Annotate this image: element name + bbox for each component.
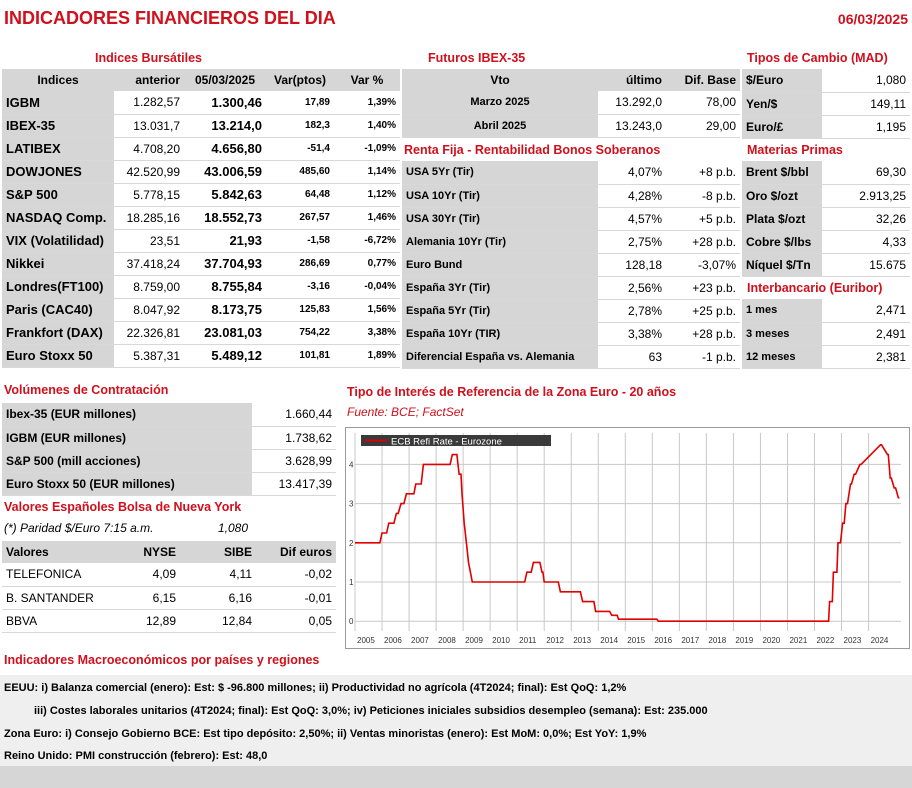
renta-fija-row bbox=[402, 322, 740, 345]
volume-value: 3.628,99 bbox=[252, 449, 336, 472]
ny-sibe: 12,84 bbox=[180, 609, 256, 632]
materias-primas-row bbox=[742, 230, 910, 253]
indices-col-name: Indices bbox=[2, 69, 114, 91]
renta-fija-title: Renta Fija - Rentabilidad Bonos Soberanos bbox=[404, 143, 661, 157]
bono-tir: 3,38% bbox=[598, 322, 666, 345]
x-tick-label: 2023 bbox=[843, 636, 862, 645]
index-var-ptos: 64,48 bbox=[266, 183, 334, 206]
index-var-pct: 1,89% bbox=[334, 344, 400, 367]
index-anterior: 8.047,92 bbox=[114, 298, 184, 321]
nueva-york-title: Valores Españoles Bolsa de Nueva York bbox=[4, 500, 242, 514]
y-tick-label: 4 bbox=[349, 460, 354, 470]
ny-dif: -0,02 bbox=[256, 563, 336, 586]
index-name: IGBM bbox=[2, 91, 114, 114]
index-name: LATIBEX bbox=[2, 137, 114, 160]
volume-value: 1.738,62 bbox=[252, 426, 336, 449]
index-current: 18.552,73 bbox=[184, 206, 266, 229]
ny-row bbox=[2, 586, 336, 609]
x-tick-label: 2006 bbox=[384, 636, 402, 645]
indices-row bbox=[2, 252, 400, 275]
ny-col-sibe: SIBE bbox=[180, 541, 256, 563]
bono-tir: 2,78% bbox=[598, 299, 666, 322]
renta-fija-row bbox=[402, 299, 740, 322]
index-anterior: 42.520,99 bbox=[114, 160, 184, 183]
index-var-ptos: 101,81 bbox=[266, 344, 334, 367]
fx-value: 149,11 bbox=[822, 92, 910, 115]
futuros-row bbox=[402, 91, 740, 114]
bono-var: +8 p.b. bbox=[666, 161, 740, 184]
interbancario-title: Interbancario (Euribor) bbox=[747, 281, 883, 295]
indices-row bbox=[2, 321, 400, 344]
volume-value: 1.660,44 bbox=[252, 403, 336, 426]
fx-pair: Yen/$ bbox=[742, 92, 822, 115]
x-tick-label: 2014 bbox=[600, 636, 619, 645]
indices-col-current: 05/03/2025 bbox=[184, 69, 266, 91]
bono-var: -3,07% bbox=[666, 253, 740, 276]
bono-var: +28 p.b. bbox=[666, 322, 740, 345]
x-tick-label: 2005 bbox=[357, 636, 375, 645]
euribor-value: 2,491 bbox=[822, 322, 910, 345]
bono-var: +25 p.b. bbox=[666, 299, 740, 322]
fx-pair: Euro/£ bbox=[742, 115, 822, 138]
index-var-ptos: 125,83 bbox=[266, 298, 334, 321]
futuros-col-dif-base: Dif. Base bbox=[666, 69, 740, 91]
index-var-ptos: 286,69 bbox=[266, 252, 334, 275]
indices-row bbox=[2, 344, 400, 367]
y-tick-label: 3 bbox=[349, 499, 354, 509]
futuro-dif-base: 78,00 bbox=[666, 91, 740, 114]
indices-table bbox=[2, 69, 400, 368]
x-tick-label: 2017 bbox=[681, 636, 700, 645]
volumenes-row bbox=[2, 472, 336, 495]
index-anterior: 5.387,31 bbox=[114, 344, 184, 367]
index-var-pct: 1,40% bbox=[334, 114, 400, 137]
indices-col-var-pct: Var % bbox=[334, 69, 400, 91]
x-tick-label: 2024 bbox=[870, 636, 889, 645]
materias-primas-row bbox=[742, 207, 910, 230]
euribor-value: 2,471 bbox=[822, 299, 910, 322]
index-var-pct: 1,12% bbox=[334, 183, 400, 206]
indices-row bbox=[2, 114, 400, 137]
index-var-ptos: 182,3 bbox=[266, 114, 334, 137]
ny-sibe: 6,16 bbox=[180, 586, 256, 609]
index-name: Paris (CAC40) bbox=[2, 298, 114, 321]
index-anterior: 5.778,15 bbox=[114, 183, 184, 206]
y-tick-label: 1 bbox=[349, 577, 354, 587]
commodity-name: Plata $/ozt bbox=[742, 207, 822, 230]
index-current: 5.489,12 bbox=[184, 344, 266, 367]
renta-fija-row bbox=[402, 276, 740, 299]
index-anterior: 1.282,57 bbox=[114, 91, 184, 114]
ny-sibe: 4,11 bbox=[180, 563, 256, 586]
index-name: S&P 500 bbox=[2, 183, 114, 206]
indices-row bbox=[2, 160, 400, 183]
bono-name: Euro Bund bbox=[402, 253, 598, 276]
indices-row bbox=[2, 206, 400, 229]
renta-fija-row bbox=[402, 161, 740, 184]
index-name: Nikkei bbox=[2, 252, 114, 275]
bono-tir: 4,57% bbox=[598, 207, 666, 230]
volumenes-title: Volúmenes de Contratación bbox=[4, 383, 169, 397]
index-anterior: 13.031,7 bbox=[114, 114, 184, 137]
indices-row bbox=[2, 91, 400, 114]
materias-primas-row bbox=[742, 253, 910, 276]
volumenes-row bbox=[2, 403, 336, 426]
commodity-name: Oro $/ozt bbox=[742, 184, 822, 207]
bono-name: USA 10Yr (Tir) bbox=[402, 184, 598, 207]
renta-fija-row bbox=[402, 184, 740, 207]
euribor-term: 1 mes bbox=[742, 299, 822, 322]
footer-bar bbox=[0, 766, 912, 788]
index-anterior: 37.418,24 bbox=[114, 252, 184, 275]
commodity-value: 2.913,25 bbox=[822, 184, 910, 207]
futuro-dif-base: 29,00 bbox=[666, 114, 740, 137]
bono-var: -8 p.b. bbox=[666, 184, 740, 207]
indices-row bbox=[2, 183, 400, 206]
x-tick-label: 2012 bbox=[546, 636, 565, 645]
index-anterior: 4.708,20 bbox=[114, 137, 184, 160]
materias-primas-row bbox=[742, 184, 910, 207]
tipos-cambio-row bbox=[742, 92, 910, 115]
commodity-value: 69,30 bbox=[822, 161, 910, 184]
volumenes-row bbox=[2, 449, 336, 472]
index-name: Frankfort (DAX) bbox=[2, 321, 114, 344]
indices-header-row bbox=[2, 69, 400, 91]
indices-row bbox=[2, 229, 400, 252]
tipos-cambio-title: Tipos de Cambio (MAD) bbox=[747, 51, 888, 65]
macro-line-eeuu-2: iii) Costes laborales unitarios (4T2024; final): Est QoQ: 3,0%; iv) Peticiones iniciales subsidios desempleo (semana): Est: 235.000 bbox=[34, 705, 708, 717]
futuros-title: Futuros IBEX-35 bbox=[428, 51, 526, 65]
volume-value: 13.417,39 bbox=[252, 472, 336, 495]
bono-tir: 4,07% bbox=[598, 161, 666, 184]
interbancario-row bbox=[742, 299, 910, 322]
x-tick-label: 2016 bbox=[654, 636, 673, 645]
index-name: Euro Stoxx 50 bbox=[2, 344, 114, 367]
macro-line-eeuu: EEUU: i) Balanza comercial (enero): Est: $ -96.800 millones; ii) Productividad no agrícola (4T2024; final): Est QoQ: 1,2% bbox=[4, 682, 627, 694]
ny-valor: B. SANTANDER bbox=[2, 586, 108, 609]
x-tick-label: 2013 bbox=[573, 636, 592, 645]
y-tick-label: 0 bbox=[349, 617, 354, 627]
index-current: 13.214,0 bbox=[184, 114, 266, 137]
nueva-york-table bbox=[2, 541, 336, 633]
index-var-pct: 3,38% bbox=[334, 321, 400, 344]
index-var-ptos: 485,60 bbox=[266, 160, 334, 183]
ny-col-nyse: NYSE bbox=[108, 541, 180, 563]
renta-fija-row bbox=[402, 230, 740, 253]
bono-tir: 63 bbox=[598, 345, 666, 368]
bono-var: -1 p.b. bbox=[666, 345, 740, 368]
x-tick-label: 2010 bbox=[492, 636, 510, 645]
indices-row bbox=[2, 298, 400, 321]
macro-line-zona-euro: Zona Euro: i) Consejo Gobierno BCE: Est tipo depósito: 2,50%; ii) Ventas minoristas (enero): Est MoM: 0,0%; Est YoY: 1,9% bbox=[4, 728, 647, 740]
index-current: 1.300,46 bbox=[184, 91, 266, 114]
ny-nyse: 12,89 bbox=[108, 609, 180, 632]
euribor-term: 3 meses bbox=[742, 322, 822, 345]
index-var-ptos: 754,22 bbox=[266, 321, 334, 344]
ny-col-dif: Dif euros bbox=[256, 541, 336, 563]
bono-name: Diferencial España vs. Alemania bbox=[402, 345, 598, 368]
ny-header-row bbox=[2, 541, 336, 563]
chart-title: Tipo de Interés de Referencia de la Zona Euro - 20 años bbox=[347, 385, 677, 399]
bono-name: USA 30Yr (Tir) bbox=[402, 207, 598, 230]
x-tick-label: 2011 bbox=[519, 636, 537, 645]
futuro-ultimo: 13.292,0 bbox=[598, 91, 666, 114]
index-current: 37.704,93 bbox=[184, 252, 266, 275]
bono-var: +5 p.b. bbox=[666, 207, 740, 230]
index-name: IBEX-35 bbox=[2, 114, 114, 137]
chart-frame bbox=[346, 428, 910, 649]
x-tick-label: 2007 bbox=[411, 636, 429, 645]
y-tick-label: 2 bbox=[349, 538, 354, 548]
bono-name: España 10Yr (TIR) bbox=[402, 322, 598, 345]
bono-var: +28 p.b. bbox=[666, 230, 740, 253]
commodity-value: 15.675 bbox=[822, 253, 910, 276]
index-name: Londres(FT100) bbox=[2, 275, 114, 298]
legend-label: ECB Refi Rate - Eurozone bbox=[391, 436, 502, 448]
euribor-value: 2,381 bbox=[822, 345, 910, 368]
index-anterior: 23,51 bbox=[114, 229, 184, 252]
macro-title: Indicadores Macroeconómicos por países y regiones bbox=[4, 653, 320, 667]
bono-tir: 2,75% bbox=[598, 230, 666, 253]
indices-col-anterior: anterior bbox=[114, 69, 184, 91]
index-var-ptos: -1,58 bbox=[266, 229, 334, 252]
fx-value: 1,195 bbox=[822, 115, 910, 138]
tipos-cambio-row bbox=[742, 69, 910, 92]
renta-fija-row bbox=[402, 345, 740, 368]
futuro-vto: Marzo 2025 bbox=[402, 91, 598, 114]
paridad-label: (*) Paridad $/Euro 7:15 a.m. bbox=[4, 521, 154, 535]
materias-primas-title: Materias Primas bbox=[747, 143, 843, 157]
ny-col-valores: Valores bbox=[2, 541, 108, 563]
index-var-ptos: -3,16 bbox=[266, 275, 334, 298]
indices-title: Indices Bursátiles bbox=[95, 51, 202, 65]
renta-fija-row bbox=[402, 207, 740, 230]
ny-row bbox=[2, 563, 336, 586]
commodity-value: 32,26 bbox=[822, 207, 910, 230]
indices-row bbox=[2, 137, 400, 160]
interbancario-row bbox=[742, 345, 910, 368]
futuros-row bbox=[402, 114, 740, 137]
macro-line-reino-unido: Reino Unido: PMI construcción (febrero): Est: 48,0 bbox=[4, 750, 268, 762]
bono-tir: 2,56% bbox=[598, 276, 666, 299]
indices-row bbox=[2, 275, 400, 298]
volume-label: IGBM (EUR millones) bbox=[2, 426, 252, 449]
chart-legend bbox=[361, 435, 551, 448]
bono-name: España 3Yr (Tir) bbox=[402, 276, 598, 299]
futuros-header-row bbox=[402, 69, 740, 91]
euribor-term: 12 meses bbox=[742, 345, 822, 368]
index-current: 4.656,80 bbox=[184, 137, 266, 160]
commodity-value: 4,33 bbox=[822, 230, 910, 253]
futuro-vto: Abril 2025 bbox=[402, 114, 598, 137]
commodity-name: Cobre $/lbs bbox=[742, 230, 822, 253]
materias-primas-row bbox=[742, 161, 910, 184]
index-var-ptos: 17,89 bbox=[266, 91, 334, 114]
interbancario-table bbox=[742, 299, 910, 369]
index-var-pct: 1,56% bbox=[334, 298, 400, 321]
futuros-col-ultimo: último bbox=[598, 69, 666, 91]
x-tick-label: 2022 bbox=[816, 636, 835, 645]
materias-primas-table bbox=[742, 161, 910, 277]
index-current: 8.755,84 bbox=[184, 275, 266, 298]
chart-source: Fuente: BCE; FactSet bbox=[347, 405, 464, 419]
x-tick-label: 2009 bbox=[465, 636, 483, 645]
ny-row bbox=[2, 609, 336, 632]
index-name: NASDAQ Comp. bbox=[2, 206, 114, 229]
futuros-col-vto: Vto bbox=[402, 69, 598, 91]
index-var-pct: -0,04% bbox=[334, 275, 400, 298]
index-var-pct: 1,39% bbox=[334, 91, 400, 114]
ecb-rate-chart bbox=[345, 427, 910, 649]
index-current: 23.081,03 bbox=[184, 321, 266, 344]
page-title: INDICADORES FINANCIEROS DEL DIA bbox=[4, 8, 336, 28]
report-date: 06/03/2025 bbox=[837, 11, 908, 27]
commodity-name: Níquel $/Tn bbox=[742, 253, 822, 276]
futuros-table bbox=[402, 69, 740, 138]
x-tick-label: 2008 bbox=[438, 636, 456, 645]
bono-tir: 128,18 bbox=[598, 253, 666, 276]
bono-name: USA 5Yr (Tir) bbox=[402, 161, 598, 184]
volumenes-table bbox=[2, 403, 336, 496]
fx-pair: $/Euro bbox=[742, 69, 822, 92]
index-current: 8.173,75 bbox=[184, 298, 266, 321]
bono-tir: 4,28% bbox=[598, 184, 666, 207]
index-anterior: 22.326,81 bbox=[114, 321, 184, 344]
index-anterior: 18.285,16 bbox=[114, 206, 184, 229]
volume-label: S&P 500 (mill acciones) bbox=[2, 449, 252, 472]
ny-nyse: 4,09 bbox=[108, 563, 180, 586]
index-anterior: 8.759,00 bbox=[114, 275, 184, 298]
volumenes-row bbox=[2, 426, 336, 449]
indices-col-var-ptos: Var(ptos) bbox=[266, 69, 334, 91]
fx-value: 1,080 bbox=[822, 69, 910, 92]
index-current: 5.842,63 bbox=[184, 183, 266, 206]
index-var-pct: 0,77% bbox=[334, 252, 400, 275]
x-tick-label: 2015 bbox=[627, 636, 646, 645]
x-tick-label: 2021 bbox=[789, 636, 808, 645]
index-var-pct: -6,72% bbox=[334, 229, 400, 252]
ny-valor: TELEFONICA bbox=[2, 563, 108, 586]
interbancario-row bbox=[742, 322, 910, 345]
index-var-ptos: -51,4 bbox=[266, 137, 334, 160]
volume-label: Ibex-35 (EUR millones) bbox=[2, 403, 252, 426]
ny-nyse: 6,15 bbox=[108, 586, 180, 609]
x-tick-label: 2019 bbox=[735, 636, 754, 645]
volume-label: Euro Stoxx 50 (EUR millones) bbox=[2, 472, 252, 495]
x-tick-label: 2018 bbox=[708, 636, 727, 645]
index-var-ptos: 267,57 bbox=[266, 206, 334, 229]
ny-dif: -0,01 bbox=[256, 586, 336, 609]
ny-dif: 0,05 bbox=[256, 609, 336, 632]
commodity-name: Brent $/bbl bbox=[742, 161, 822, 184]
index-name: DOWJONES bbox=[2, 160, 114, 183]
index-current: 43.006,59 bbox=[184, 160, 266, 183]
ny-valor: BBVA bbox=[2, 609, 108, 632]
bono-var: +23 p.b. bbox=[666, 276, 740, 299]
x-tick-label: 2020 bbox=[762, 636, 781, 645]
index-name: VIX (Volatilidad) bbox=[2, 229, 114, 252]
index-var-pct: 1,46% bbox=[334, 206, 400, 229]
paridad-value: 1,080 bbox=[218, 521, 249, 535]
index-current: 21,93 bbox=[184, 229, 266, 252]
index-var-pct: 1,14% bbox=[334, 160, 400, 183]
tipos-cambio-table bbox=[742, 69, 910, 139]
renta-fija-table bbox=[402, 161, 740, 369]
bono-name: España 5Yr (Tir) bbox=[402, 299, 598, 322]
futuro-ultimo: 13.243,0 bbox=[598, 114, 666, 137]
renta-fija-row bbox=[402, 253, 740, 276]
index-var-pct: -1,09% bbox=[334, 137, 400, 160]
tipos-cambio-row bbox=[742, 115, 910, 138]
bono-name: Alemania 10Yr (Tir) bbox=[402, 230, 598, 253]
